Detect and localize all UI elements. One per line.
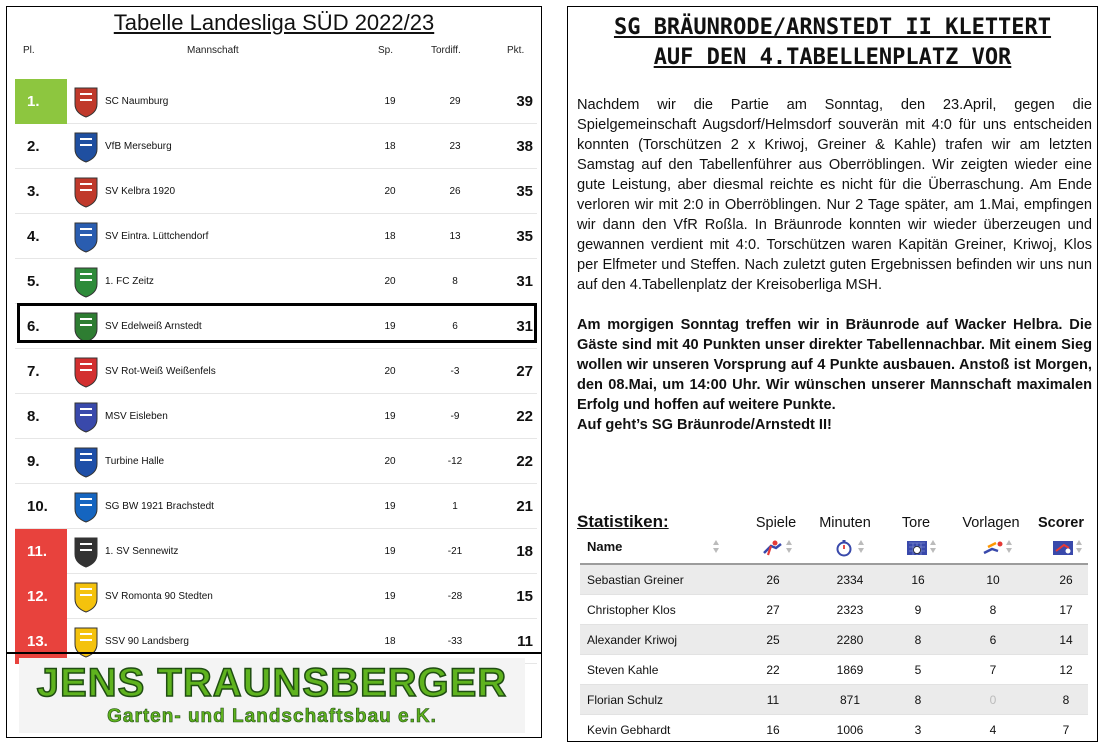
stat-scorer: 26	[1059, 573, 1073, 587]
col-header-team: Mannschaft	[187, 45, 239, 56]
standings-games: 20	[384, 366, 396, 377]
stat-scorer: 17	[1059, 603, 1073, 617]
goal-icon	[906, 539, 928, 557]
player-name: Kevin Gebhardt	[587, 723, 671, 737]
stat-assists: 4	[989, 723, 997, 737]
stats-table-body	[580, 565, 1088, 742]
sort-assists-icon[interactable]	[1006, 540, 1012, 554]
standings-team-name: SV Rot-Weiß Weißenfels	[105, 366, 216, 377]
standings-team-name: 1. SV Sennewitz	[105, 546, 179, 557]
stat-games: 22	[766, 663, 780, 677]
standings-team-name: SSV 90 Landsberg	[105, 636, 189, 647]
standings-points: 31	[516, 318, 533, 335]
stat-label-minutes: Minuten	[819, 515, 871, 531]
team-crest-icon	[72, 446, 100, 478]
team-crest-icon	[72, 266, 100, 298]
standings-title	[7, 10, 541, 36]
standings-team-name: SC Naumburg	[105, 96, 169, 107]
standings-row	[15, 169, 537, 214]
stats-table	[580, 531, 1088, 742]
standings-games: 19	[384, 546, 396, 557]
sponsor-name: JENS TRAUNSBERGER	[36, 661, 508, 705]
stats-row	[580, 565, 1088, 595]
stat-games: 25	[766, 633, 780, 647]
standings-goal-diff: 6	[452, 321, 458, 332]
standings-points: 35	[516, 183, 533, 200]
standings-games: 19	[384, 501, 396, 512]
standings-row	[15, 259, 537, 304]
stat-label-assists: Vorlagen	[962, 515, 1020, 531]
standings-games: 19	[384, 321, 396, 332]
article-paragraph-2: Am morgigen Sonntag treffen wir in Bräunrode auf Wacker Helbra. Die Gäste sind mit 40 Punkten unser direkter Tabellennachbar. Mit einem Sieg wollen wir unseren Vorsprung auf 4 Punkte ausbauen. Anstoß ist Morgen, den 08.Mai, um 14:00 Uhr. Wir wünschen unserer Mannschaft maximalen Erfolg und hoffen auf weitere Punkte.	[577, 317, 1092, 413]
player-name: Sebastian Greiner	[587, 573, 684, 587]
standings-position: 11.	[15, 529, 67, 574]
standings-team-name: 1. FC Zeitz	[105, 276, 154, 287]
team-crest-icon	[72, 581, 100, 613]
standings-points: 27	[516, 363, 533, 380]
player-kick-icon	[762, 539, 784, 557]
standings-points: 35	[516, 228, 533, 245]
headline-line-2: AUF DEN 4.TABELLENPLATZ VOR	[653, 45, 1012, 70]
team-crest-icon	[72, 536, 100, 568]
standings-goal-diff: 13	[449, 231, 461, 242]
standings-points: 11	[517, 633, 533, 650]
sort-goals-icon[interactable]	[930, 540, 936, 554]
standings-row	[15, 529, 537, 574]
col-header-points: Pkt.	[507, 45, 525, 56]
stat-assists: 10	[986, 573, 1000, 587]
stat-goals: 8	[914, 633, 922, 647]
standings-team-name: SV Eintra. Lüttchendorf	[105, 231, 209, 242]
standings-points: 21	[516, 498, 533, 515]
standings-goal-diff: -28	[447, 591, 463, 602]
standings-position: 4.	[27, 228, 40, 245]
standings-row	[15, 394, 537, 439]
team-crest-icon	[72, 221, 100, 253]
standings-row	[15, 349, 537, 394]
standings-position: 9.	[27, 453, 40, 470]
stat-games: 27	[766, 603, 780, 617]
article-headline	[568, 13, 1097, 73]
assist-icon	[982, 539, 1004, 557]
stat-minutes: 2280	[836, 633, 864, 647]
standings-position: 5.	[27, 273, 40, 290]
standings-row	[15, 574, 537, 619]
standings-games: 20	[384, 186, 396, 197]
standings-position: 12.	[15, 574, 67, 619]
standings-goal-diff: -33	[447, 636, 463, 647]
standings-position: 7.	[27, 363, 40, 380]
sponsor-banner	[19, 658, 525, 733]
standings-position: 1.	[15, 79, 67, 124]
standings-position: 8.	[27, 408, 40, 425]
stats-title-text: Statistiken:	[577, 512, 669, 531]
team-crest-icon	[72, 401, 100, 433]
standings-goal-diff: 23	[449, 141, 461, 152]
stats-row	[580, 625, 1088, 655]
team-crest-icon	[72, 356, 100, 388]
standings-row	[15, 484, 537, 529]
player-name: Alexander Kriwoj	[587, 633, 678, 647]
standings-games: 19	[384, 591, 396, 602]
standings-row	[15, 439, 537, 484]
stats-name-header: Name	[587, 539, 623, 554]
stopwatch-icon	[834, 539, 856, 557]
article-closing-line: Auf geht’s SG Bräunrode/Arnstedt II!	[577, 417, 832, 433]
stat-goals: 9	[914, 603, 922, 617]
stat-minutes: 1869	[836, 663, 864, 677]
standings-games: 18	[384, 636, 396, 647]
article-panel	[567, 6, 1098, 742]
standings-team-name: SV Romonta 90 Stedten	[105, 591, 213, 602]
stat-goals: 3	[914, 723, 922, 737]
standings-team-name: VfB Merseburg	[105, 141, 172, 152]
stats-row	[580, 655, 1088, 685]
sort-games-icon[interactable]	[786, 540, 792, 554]
stat-goals: 5	[914, 663, 922, 677]
sort-scorer-icon[interactable]	[1076, 540, 1082, 554]
col-header-diff: Tordiff.	[431, 45, 461, 56]
standings-goal-diff: 26	[449, 186, 461, 197]
standings-position: 13.	[15, 619, 67, 664]
scorer-icon	[1052, 539, 1074, 557]
standings-games: 18	[384, 141, 396, 152]
stat-scorer: 8	[1062, 693, 1070, 707]
standings-points: 15	[516, 588, 533, 605]
team-crest-icon	[72, 86, 100, 118]
standings-position: 6.	[27, 318, 40, 335]
stat-label-scorer: Scorer	[1038, 515, 1084, 531]
stat-label-games: Spiele	[755, 515, 797, 531]
stat-label-goals: Tore	[901, 515, 931, 531]
stat-minutes: 2323	[836, 603, 864, 617]
sort-name-icon[interactable]	[713, 540, 719, 554]
standings-games: 18	[384, 231, 396, 242]
stat-assists: 7	[989, 663, 997, 677]
stats-title	[577, 512, 669, 532]
standings-team-name: MSV Eisleben	[105, 411, 168, 422]
standings-goal-diff: -12	[447, 456, 463, 467]
stat-assists: 0	[989, 693, 997, 707]
standings-team-name: Turbine Halle	[105, 456, 165, 467]
standings-team-name: SV Kelbra 1920	[105, 186, 176, 197]
standings-goal-diff: 29	[449, 96, 461, 107]
standings-title-text: Tabelle Landesliga SÜD 2022/23	[113, 10, 435, 35]
stat-goals: 8	[914, 693, 922, 707]
stat-minutes: 1006	[836, 723, 864, 737]
standings-games: 19	[384, 411, 396, 422]
standings-points: 18	[516, 543, 533, 560]
player-name: Florian Schulz	[587, 693, 664, 707]
standings-points: 38	[516, 138, 533, 155]
standings-goal-diff: 8	[452, 276, 458, 287]
standings-team-name: SG BW 1921 Brachstedt	[105, 501, 214, 512]
team-crest-icon	[72, 491, 100, 523]
standings-goal-diff: -21	[447, 546, 463, 557]
highlighted-team-frame	[17, 303, 537, 343]
standings-team-name: SV Edelweiß Arnstedt	[105, 321, 202, 332]
standings-points: 39	[516, 93, 533, 110]
standings-games: 20	[384, 456, 396, 467]
stat-scorer: 12	[1059, 663, 1073, 677]
stat-games: 26	[766, 573, 780, 587]
stat-assists: 8	[989, 603, 997, 617]
team-crest-icon	[72, 176, 100, 208]
team-crest-icon	[72, 131, 100, 163]
standings-row	[15, 79, 537, 124]
sponsor-divider	[7, 652, 541, 654]
col-header-pos: Pl.	[23, 45, 35, 56]
stat-minutes: 2334	[836, 573, 864, 587]
standings-goal-diff: -3	[450, 366, 460, 377]
stats-row	[580, 715, 1088, 742]
stats-row	[580, 595, 1088, 625]
stat-scorer: 14	[1059, 633, 1073, 647]
standings-row	[15, 214, 537, 259]
standings-table	[15, 79, 537, 664]
article-body	[577, 95, 1092, 455]
stat-minutes: 871	[839, 693, 861, 707]
standings-position: 10.	[27, 498, 48, 515]
standings-games: 20	[384, 276, 396, 287]
sponsor-subtitle: Garten- und Landschaftsbau e.K.	[107, 706, 437, 727]
standings-goal-diff: 1	[452, 501, 458, 512]
stat-scorer: 7	[1062, 723, 1070, 737]
standings-position: 3.	[27, 183, 40, 200]
player-name: Steven Kahle	[587, 663, 659, 677]
stats-table-header	[580, 531, 1088, 565]
standings-row	[15, 124, 537, 169]
stat-games: 16	[766, 723, 780, 737]
col-header-games: Sp.	[378, 45, 394, 56]
article-paragraph-1: Nachdem wir die Partie am Sonntag, den 23.April, gegen die Spielgemeinschaft Augsdorf/Helmsdorf souverän mit 4:0 für uns entscheiden konnten (Torschützen 2 x Kriwoj, Greiner & Kahle) trafen wir am letzten Samstag auf den Tabellenführer aus Oberröblingen. Wir zeigten wieder eine gute Leistung, aber diesmal reichte es nicht für die Überraschung. Am Ende verloren wir mit 2:0 in Oberröblingen. Nur 2 Tage später, am 1.Mai, empfingen wir dann den VfR Roßla. In Bräunrode konnten wir wieder überzeugen und gewannen verdient mit 4:0. Torschützen waren Kapitän Greiner, Kriwoj, Klos per Elfmeter und Steffen. Nach zuletzt guten Ergebnissen befinden wir uns nun auf den 4.Tabellenplatz der Kreisoberliga MSH.	[577, 97, 1092, 293]
standings-position: 2.	[27, 138, 40, 155]
sort-minutes-icon[interactable]	[858, 540, 864, 554]
headline-line-1: SG BRÄUNRODE/ARNSTEDT II KLETTERT	[613, 15, 1052, 40]
standings-points: 31	[516, 273, 533, 290]
stats-row	[580, 685, 1088, 715]
standings-goal-diff: -9	[450, 411, 460, 422]
player-name: Christopher Klos	[587, 603, 676, 617]
standings-points: 22	[516, 453, 533, 470]
standings-points: 22	[516, 408, 533, 425]
stat-games: 11	[766, 693, 780, 707]
standings-games: 19	[384, 96, 396, 107]
stat-assists: 6	[989, 633, 997, 647]
standings-panel	[6, 6, 542, 738]
stat-goals: 16	[911, 573, 925, 587]
